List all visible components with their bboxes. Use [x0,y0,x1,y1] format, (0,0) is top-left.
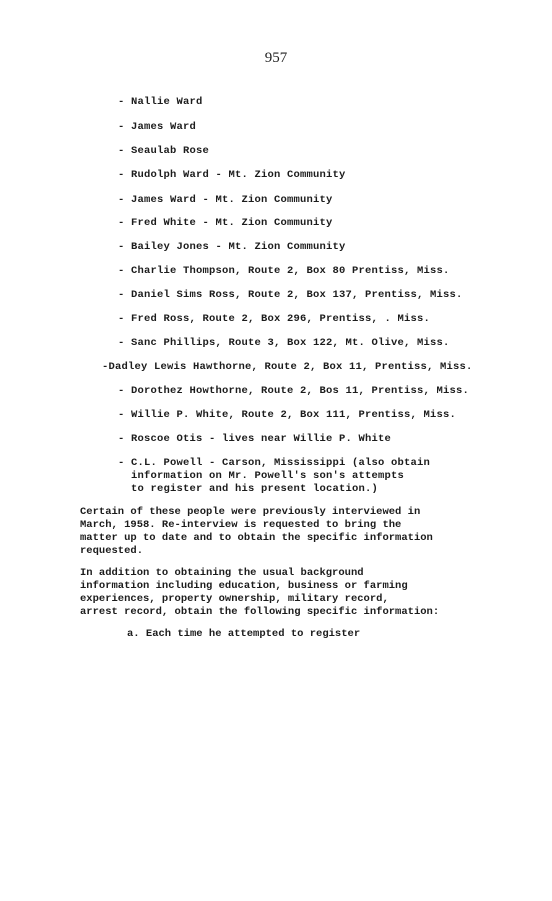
page-number: 957 [264,50,288,66]
paragraph-reinterview: Certain of these people were previously interviewed in March, 1958. Re-interview is requested to bring the matter up to date and to obtain the specific information requested. [80,506,433,557]
list-item: - Seaulab Rose [118,145,210,157]
list-item: - Fred Ross, Route 2, Box 296, Prentiss, . Miss. [118,313,431,325]
list-item: - C.L. Powell - Carson, Mississippi (also obtain information on Mr. Powell's son's attempts to register and his present location.) [118,457,431,495]
list-item: - James Ward - Mt. Zion Community [118,194,333,206]
list-item: - Dorothez Howthorne, Route 2, Bos 11, Prentiss, Miss. [118,385,470,397]
list-item: - Charlie Thompson, Route 2, Box 80 Prentiss, Miss. [118,265,450,277]
list-item: - Nallie Ward [118,96,203,108]
list-item: - Fred White - Mt. Zion Community [118,217,333,229]
list-item: - Sanc Phillips, Route 3, Box 122, Mt. Olive, Miss. [118,337,450,349]
list-item: - Daniel Sims Ross, Route 2, Box 137, Prentiss, Miss. [118,289,463,301]
list-item: - Roscoe Otis - lives near Willie P. White [118,433,392,445]
list-item: - James Ward [118,121,197,133]
list-item: -Dadley Lewis Hawthorne, Route 2, Box 11, Prentiss, Miss. [102,361,473,373]
list-item: - Willie P. White, Route 2, Box 111, Prentiss, Miss. [118,409,457,421]
item-a: a. Each time he attempted to register [127,628,361,640]
paragraph-instructions: In addition to obtaining the usual background information including education, business or farming experiences, property ownership, military record, arrest record, obtain the following specific information: [80,567,440,618]
list-item: - Bailey Jones - Mt. Zion Community [118,241,346,253]
list-item: - Rudolph Ward - Mt. Zion Community [118,169,346,181]
